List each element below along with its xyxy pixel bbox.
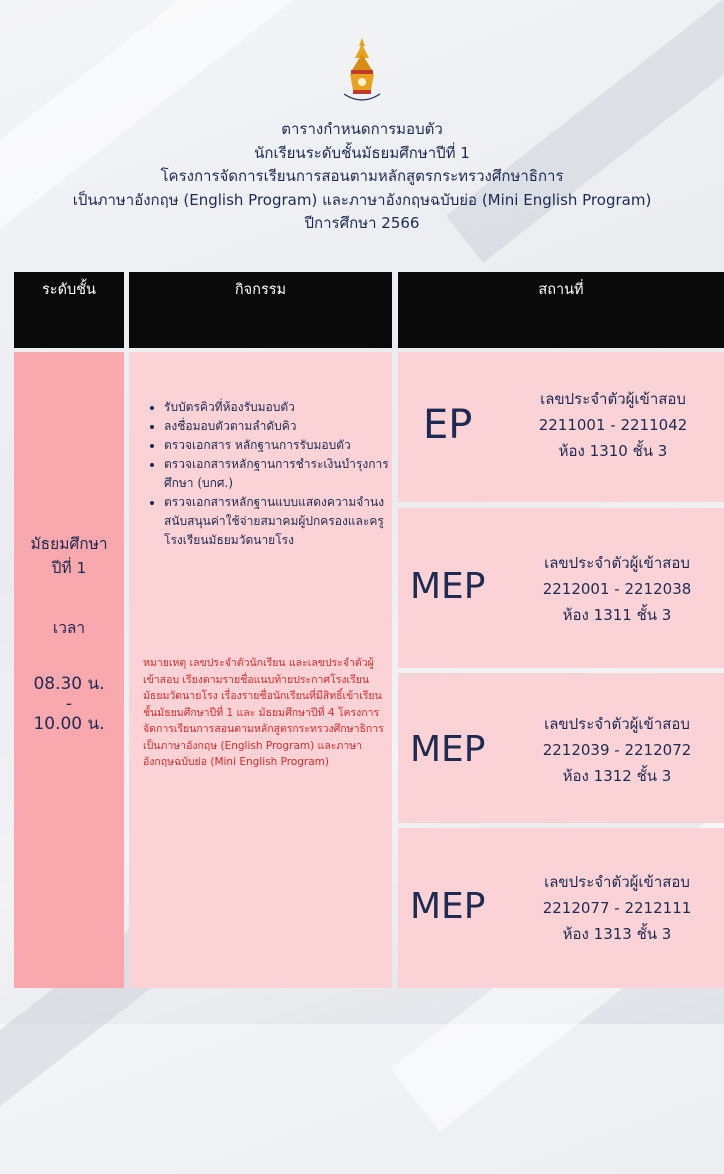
location-info bbox=[510, 869, 724, 947]
activity-item: • รับบัตรคิวที่ห้องรับมอบตัว bbox=[164, 398, 404, 417]
exam-id-range: 2211001 - 2211042 bbox=[538, 416, 688, 434]
location-info bbox=[510, 550, 724, 628]
program-code: EP bbox=[423, 402, 473, 448]
column-header-level: ระดับชั้น bbox=[14, 272, 124, 348]
page-title bbox=[20, 118, 704, 236]
program-code: MEP bbox=[410, 566, 486, 607]
level-name-line: ปีที่ 1 bbox=[51, 559, 87, 577]
level-name-line: มัธยมศึกษา bbox=[30, 535, 108, 553]
title-line: นักเรียนระดับชั้นมัธยมศึกษาปีที่ 1 bbox=[254, 143, 470, 162]
remark-note: หมายเหตุ เลขประจำตัวนักเรียน และเลขประจำตัวผู้เข้าสอบ เรียงตามรายชื่อแนบท้ายประกาศโรงเรียนมัธยมวัดนายโรง เรื่องรายชื่อนักเรียนที่มีสิทธิ์เข้าเรียนชั้นมัธยมศึกษาปีที่ 1 และ มัธยมศึกษาปีที่ 4 โครงการจัดการเรียนการสอนตามหลักสูตรกระทรวงศึกษาธิการเป็นภาษาอังกฤษ (English Program) และภาษาอังกฤษฉบับย่อ (Mini English Program) bbox=[143, 657, 384, 768]
exam-id-label: เลขประจำตัวผู้เข้าสอบ bbox=[540, 390, 686, 408]
title-line: เป็นภาษาอังกฤษ (English Program) และภาษาอังกฤษฉบับย่อ (Mini English Program) bbox=[72, 190, 652, 209]
exam-id-label: เลขประจำตัวผู้เข้าสอบ bbox=[544, 554, 690, 572]
title-line: ตารางกำหนดการมอบตัว bbox=[281, 120, 443, 138]
time-range bbox=[14, 674, 124, 734]
activity-item: • ลงชื่อมอบตัวตามลำดับคิว bbox=[164, 417, 404, 436]
title-line: โครงการจัดการเรียนการสอนตามหลักสูตรกระทรวงศึกษาธิการ bbox=[160, 167, 564, 185]
exam-id-range: 2212077 - 2212111 bbox=[542, 899, 692, 917]
exam-id-label: เลขประจำตัวผู้เข้าสอบ bbox=[544, 715, 690, 733]
time-start: 08.30 น. bbox=[33, 674, 105, 694]
room-text: ห้อง 1310 ชั้น 3 bbox=[558, 442, 668, 460]
room-text: ห้อง 1311 ชั้น 3 bbox=[562, 606, 672, 624]
time-end: 10.00 น. bbox=[33, 714, 105, 734]
time-label: เวลา bbox=[52, 619, 86, 637]
activity-item: • ตรวจเอกสาร หลักฐานการรับมอบตัว bbox=[164, 436, 404, 455]
activity-item: • ตรวจเอกสารหลักฐานแบบแสดงความจำนงสนับสนุนค่าใช้จ่ายสมาคมผู้ปกครองและครูโรงเรียนมัธยมวัดนายโรง bbox=[164, 493, 404, 550]
column-header-location: สถานที่ bbox=[398, 272, 724, 348]
level-name bbox=[14, 532, 124, 580]
time-dash: - bbox=[65, 694, 73, 714]
column-header-activity: กิจกรรม bbox=[129, 272, 392, 348]
room-text: ห้อง 1313 ชั้น 3 bbox=[562, 925, 672, 943]
title-line: ปีการศึกษา 2566 bbox=[304, 214, 420, 232]
level-cell bbox=[14, 352, 124, 988]
exam-id-range: 2212039 - 2212072 bbox=[542, 741, 692, 759]
activity-item: • ตรวจเอกสารหลักฐานการชำระเงินบำรุงการศึกษา (บกศ.) bbox=[164, 455, 404, 493]
program-code: MEP bbox=[410, 886, 486, 927]
location-info bbox=[502, 386, 724, 464]
activity-list bbox=[146, 398, 404, 550]
exam-id-label: เลขประจำตัวผู้เข้าสอบ bbox=[544, 873, 690, 891]
school-logo-icon bbox=[338, 36, 386, 108]
location-info bbox=[510, 711, 724, 789]
room-text: ห้อง 1312 ชั้น 3 bbox=[562, 767, 672, 785]
exam-id-range: 2212001 - 2212038 bbox=[542, 580, 692, 598]
program-code: MEP bbox=[410, 729, 486, 770]
